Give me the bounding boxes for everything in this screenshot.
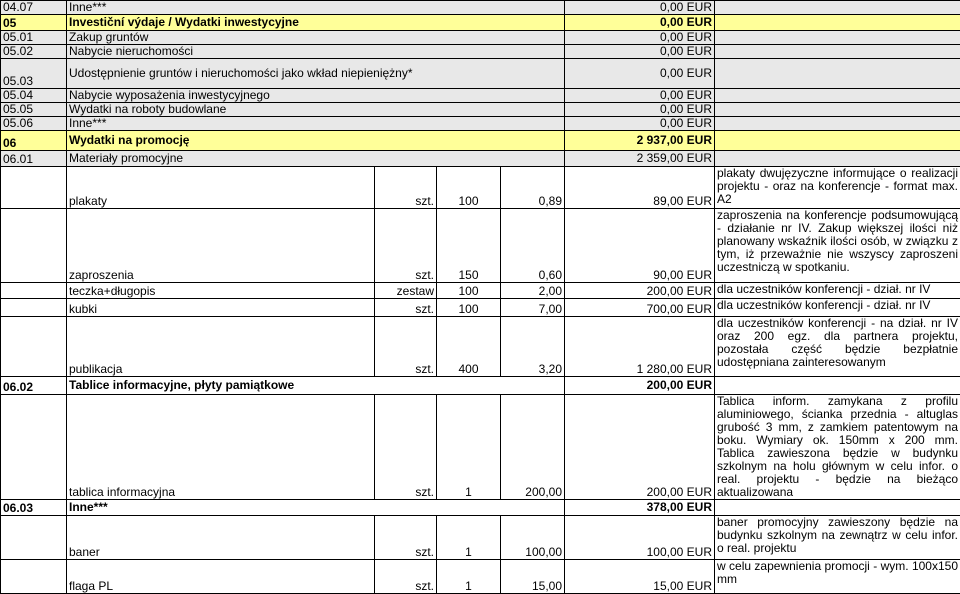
item-total: 15,00 EUR	[565, 560, 715, 594]
item-note: zaproszenia na konferencje podsumowującą - działanie nr IV. Zakup większej ilości niż planowany wskaźnik ilości osób, w związku z tym, iż przeważnie nie wszyscy zaproszeni uczestniczą w spotkaniu.	[715, 209, 960, 283]
row-name: Wydatki na roboty budowlane	[67, 103, 565, 117]
item-note: plakaty dwujęzyczne informujące o realizacji projektu - oraz na konferencje - format max. A2	[715, 167, 960, 209]
row-name: Inne***	[67, 117, 565, 131]
blank-cell	[715, 103, 960, 117]
row-code: 05.04	[1, 89, 67, 103]
row-amount: 2 359,00 EUR	[565, 151, 715, 167]
row-name: Zakup gruntów	[67, 31, 565, 45]
item-item: publikacja	[67, 317, 375, 377]
summary-row	[1, 89, 960, 103]
item-row	[1, 209, 960, 283]
row-name: Nabycie nieruchomości	[67, 45, 565, 59]
summary-row	[1, 377, 960, 395]
row-code: 06.01	[1, 151, 67, 167]
item-total: 90,00 EUR	[565, 209, 715, 283]
blank-cell	[715, 31, 960, 45]
item-item: flaga PL	[67, 560, 375, 594]
row-code: 05.02	[1, 45, 67, 59]
row-code: 05.01	[1, 31, 67, 45]
summary-row	[1, 151, 960, 167]
blank-cell	[715, 59, 960, 89]
item-total: 100,00 EUR	[565, 516, 715, 560]
item-note: dla uczestników konferencji - dział. nr IV	[715, 299, 960, 317]
row-amount: 2 937,00 EUR	[565, 131, 715, 151]
row-amount: 0,00 EUR	[565, 31, 715, 45]
indent-cell	[1, 209, 67, 283]
item-item: kubki	[67, 299, 375, 317]
indent-cell	[1, 299, 67, 317]
item-qty: 1	[437, 516, 501, 560]
blank-cell	[715, 151, 960, 167]
summary-row	[1, 117, 960, 131]
blank-cell	[715, 45, 960, 59]
item-row	[1, 516, 960, 560]
summary-row	[1, 103, 960, 117]
summary-row	[1, 59, 960, 89]
item-qty: 400	[437, 317, 501, 377]
row-name: Investiční výdaje / Wydatki inwestycyjne	[67, 15, 565, 31]
item-note: w celu zapewnienia promocji - wym. 100x150 mm	[715, 560, 960, 594]
row-code: 05.06	[1, 117, 67, 131]
row-amount: 200,00 EUR	[565, 377, 715, 395]
item-unit: szt.	[375, 560, 437, 594]
indent-cell	[1, 516, 67, 560]
row-code: 06.03	[1, 500, 67, 516]
row-amount: 0,00 EUR	[565, 103, 715, 117]
row-name: Inne***	[67, 1, 565, 15]
row-code: 06.02	[1, 377, 67, 395]
item-unit: szt.	[375, 209, 437, 283]
item-unit: zestaw	[375, 283, 437, 299]
row-code: 06	[1, 131, 67, 151]
item-row	[1, 395, 960, 500]
item-price: 2,00	[501, 283, 565, 299]
blank-cell	[715, 377, 960, 395]
blank-cell	[715, 1, 960, 15]
blank-cell	[715, 89, 960, 103]
row-amount: 0,00 EUR	[565, 15, 715, 31]
item-price: 7,00	[501, 299, 565, 317]
item-price: 200,00	[501, 395, 565, 500]
row-name: Tablice informacyjne, płyty pamiątkowe	[67, 377, 565, 395]
item-price: 3,20	[501, 317, 565, 377]
row-amount: 0,00 EUR	[565, 117, 715, 131]
row-name: Wydatki na promocję	[67, 131, 565, 151]
item-note: Tablica inform. zamykana z profilu aluminiowego, ścianka przednia - altuglas grubość 3 mm, z zamkiem patentowym na boku. Wymiary ok. 150mm x 200 mm. Tablica zawieszona będzie w budynku szkolnym na holu głównym w celu infor. o real. projektu - będzie na bieżąco aktualizowana	[715, 395, 960, 500]
item-total: 1 280,00 EUR	[565, 317, 715, 377]
row-amount: 0,00 EUR	[565, 59, 715, 89]
item-total: 200,00 EUR	[565, 283, 715, 299]
item-item: teczka+długopis	[67, 283, 375, 299]
row-amount: 0,00 EUR	[565, 45, 715, 59]
item-qty: 100	[437, 167, 501, 209]
row-name: Udostępnienie gruntów i nieruchomości jako wkład niepieniężny*	[67, 59, 565, 89]
item-qty: 100	[437, 283, 501, 299]
item-total: 89,00 EUR	[565, 167, 715, 209]
item-note: baner promocyjny zawieszony będzie na budynku szkolnym na zewnątrz w celu infor. o real. projektu	[715, 516, 960, 560]
item-item: tablica informacyjna	[67, 395, 375, 500]
item-row	[1, 317, 960, 377]
item-unit: szt.	[375, 395, 437, 500]
item-total: 200,00 EUR	[565, 395, 715, 500]
item-qty: 1	[437, 560, 501, 594]
indent-cell	[1, 317, 67, 377]
row-code: 05	[1, 15, 67, 31]
row-amount: 0,00 EUR	[565, 1, 715, 15]
item-row	[1, 283, 960, 299]
indent-cell	[1, 283, 67, 299]
item-total: 700,00 EUR	[565, 299, 715, 317]
item-item: zaproszenia	[67, 209, 375, 283]
item-unit: szt.	[375, 516, 437, 560]
row-code: 04.07	[1, 1, 67, 15]
item-qty: 1	[437, 395, 501, 500]
item-row	[1, 299, 960, 317]
row-code: 05.05	[1, 103, 67, 117]
item-price: 0,60	[501, 209, 565, 283]
item-note: dla uczestników konferencji - dział. nr IV	[715, 283, 960, 299]
item-qty: 150	[437, 209, 501, 283]
item-row	[1, 167, 960, 209]
blank-cell	[715, 131, 960, 151]
item-qty: 100	[437, 299, 501, 317]
item-price: 0,89	[501, 167, 565, 209]
indent-cell	[1, 395, 67, 500]
summary-row	[1, 45, 960, 59]
summary-row	[1, 1, 960, 15]
row-name: Materiały promocyjne	[67, 151, 565, 167]
blank-cell	[715, 117, 960, 131]
summary-row	[1, 31, 960, 45]
item-unit: szt.	[375, 299, 437, 317]
blank-cell	[715, 500, 960, 516]
row-amount: 378,00 EUR	[565, 500, 715, 516]
item-unit: szt.	[375, 167, 437, 209]
row-code: 05.03	[1, 59, 67, 89]
item-item: plakaty	[67, 167, 375, 209]
row-name: Inne***	[67, 500, 565, 516]
summary-row	[1, 131, 960, 151]
indent-cell	[1, 560, 67, 594]
indent-cell	[1, 167, 67, 209]
row-amount: 0,00 EUR	[565, 89, 715, 103]
item-note: dla uczestników konferencji - na dział. nr IV oraz 200 egz. dla partnera projektu, pozostała część będzie bezpłatnie udostępniana zainteresowanym	[715, 317, 960, 377]
item-price: 100,00	[501, 516, 565, 560]
row-name: Nabycie wyposażenia inwestycyjnego	[67, 89, 565, 103]
item-item: baner	[67, 516, 375, 560]
summary-row	[1, 500, 960, 516]
blank-cell	[715, 15, 960, 31]
item-unit: szt.	[375, 317, 437, 377]
item-row	[1, 560, 960, 594]
item-price: 15,00	[501, 560, 565, 594]
summary-row	[1, 15, 960, 31]
